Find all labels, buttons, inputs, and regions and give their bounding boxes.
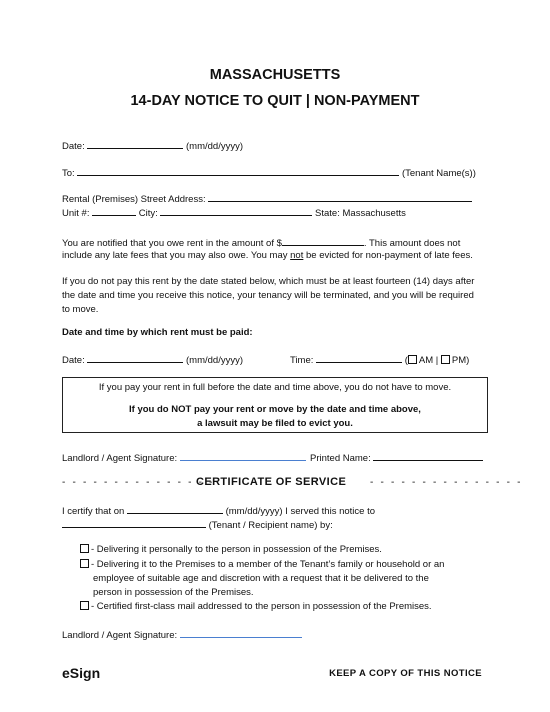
certify-text-a: I certify that on xyxy=(62,506,125,517)
rent-text-b: . This amount does not xyxy=(363,238,461,249)
household-delivery-label: - Delivering it to the Premises to a member of the Tenant’s family or household or an xyxy=(91,559,445,570)
state-label: State: Massachusetts xyxy=(315,208,406,219)
city-label: City: xyxy=(138,208,158,219)
pm-label: PM) xyxy=(451,355,470,366)
address-label: Rental (Premises) Street Address: xyxy=(62,194,206,205)
certificate-signature-label: Landlord / Agent Signature: xyxy=(62,630,178,641)
certificate-signature-row xyxy=(62,628,302,642)
certificate-dashes-right: - - - - - - - - - - - - - - - xyxy=(370,477,523,488)
late-fee-text-b: be evicted for non-payment of late fees. xyxy=(303,250,473,261)
keep-copy-note: KEEP A COPY OF THIS NOTICE xyxy=(329,668,482,679)
landlord-signature-field[interactable] xyxy=(180,451,306,461)
time-paren: ( xyxy=(404,355,408,366)
notice-box-line-1: If you pay your rent in full before the date and time above, you do not have to move. xyxy=(98,382,452,393)
deadline-heading: Date and time by which rent must be paid: xyxy=(62,327,253,338)
date-format-hint: (mm/dd/yyyy) xyxy=(186,141,243,152)
to-label: To: xyxy=(62,168,75,179)
unit-label: Unit #: xyxy=(62,208,90,219)
address-row xyxy=(62,192,472,206)
state-heading: MASSACHUSETTS xyxy=(209,67,341,83)
certified-mail-label: - Certified first-class mail addressed to the person in possession of the Premises. xyxy=(91,601,432,612)
recipient-row xyxy=(62,518,333,532)
rent-text-a: You are notified that you owe rent in the amount of $ xyxy=(62,238,282,249)
landlord-signature-label: Landlord / Agent Signature: xyxy=(62,453,178,464)
notice-box-line-3: a lawsuit may be filed to evict you. xyxy=(197,418,353,429)
termination-line-1: If you do not pay this rent by the date stated below, which must be at least fourteen (14) days after xyxy=(62,276,475,287)
household-delivery-line-2: employee of suitable age and discretion with a request that it be delivered to the xyxy=(93,573,429,584)
service-option-mail xyxy=(80,601,432,613)
service-option-household xyxy=(80,559,444,571)
recipient-hint: (Tenant / Recipient name) by: xyxy=(208,520,333,531)
rent-line-1 xyxy=(62,236,460,250)
tenant-name-field[interactable] xyxy=(77,166,399,176)
service-date-field[interactable] xyxy=(127,504,223,514)
certify-row xyxy=(62,504,375,518)
printed-name-label: Printed Name: xyxy=(310,453,371,464)
deadline-date-hint: (mm/dd/yyyy) xyxy=(186,355,243,366)
deadline-date-row xyxy=(62,353,243,367)
date-field[interactable] xyxy=(87,139,183,149)
certified-mail-checkbox[interactable] xyxy=(80,601,89,610)
document-title: 14-DAY NOTICE TO QUIT | NON-PAYMENT xyxy=(130,93,420,109)
time-field[interactable] xyxy=(316,353,402,363)
personal-delivery-label: - Delivering it personally to the person in possession of the Premises. xyxy=(91,544,382,555)
late-fee-not: not xyxy=(290,250,304,261)
termination-line-2: the date and time you receive this notice, your tenancy will be terminated, and you will be required xyxy=(62,290,474,301)
date-label: Date: xyxy=(62,141,85,152)
street-address-field[interactable] xyxy=(208,192,472,202)
to-row xyxy=(62,166,476,180)
deadline-date-label: Date: xyxy=(62,355,85,366)
certificate-signature-field[interactable] xyxy=(180,628,302,638)
tenant-name-hint: (Tenant Name(s)) xyxy=(401,168,476,179)
rent-line-2 xyxy=(62,250,473,262)
printed-name-row xyxy=(310,451,483,465)
city-field[interactable] xyxy=(160,206,312,216)
printed-name-field[interactable] xyxy=(373,451,483,461)
recipient-name-field[interactable] xyxy=(62,518,206,528)
notice-box-line-2: If you do NOT pay your rent or move by the date and time above, xyxy=(129,404,421,415)
deadline-date-field[interactable] xyxy=(87,353,183,363)
deadline-time-row xyxy=(290,353,469,367)
household-delivery-checkbox[interactable] xyxy=(80,559,89,568)
certify-text-b: (mm/dd/yyyy) I served this notice to xyxy=(225,506,376,517)
rent-amount-field[interactable] xyxy=(282,236,364,246)
pm-checkbox[interactable] xyxy=(441,355,450,364)
payment-notice-box xyxy=(62,377,488,433)
service-option-personal xyxy=(80,544,382,556)
unit-field[interactable] xyxy=(92,206,136,216)
personal-delivery-checkbox[interactable] xyxy=(80,544,89,553)
landlord-signature-row xyxy=(62,451,306,465)
esign-logo: eSign xyxy=(62,665,101,681)
time-label: Time: xyxy=(290,355,314,366)
am-checkbox[interactable] xyxy=(408,355,417,364)
late-fee-text-a: include any late fees that you may also owe. You may xyxy=(62,250,291,261)
unit-city-row xyxy=(62,206,406,220)
certificate-heading: CERTIFICATE OF SERVICE xyxy=(196,476,347,488)
household-delivery-line-3: person in possession of the Premises. xyxy=(93,587,254,598)
date-row xyxy=(62,139,243,153)
am-label: AM | xyxy=(418,355,441,366)
termination-line-3: to move. xyxy=(62,304,99,315)
certificate-dashes-left: - - - - - - - - - - - - - - - xyxy=(62,477,215,488)
